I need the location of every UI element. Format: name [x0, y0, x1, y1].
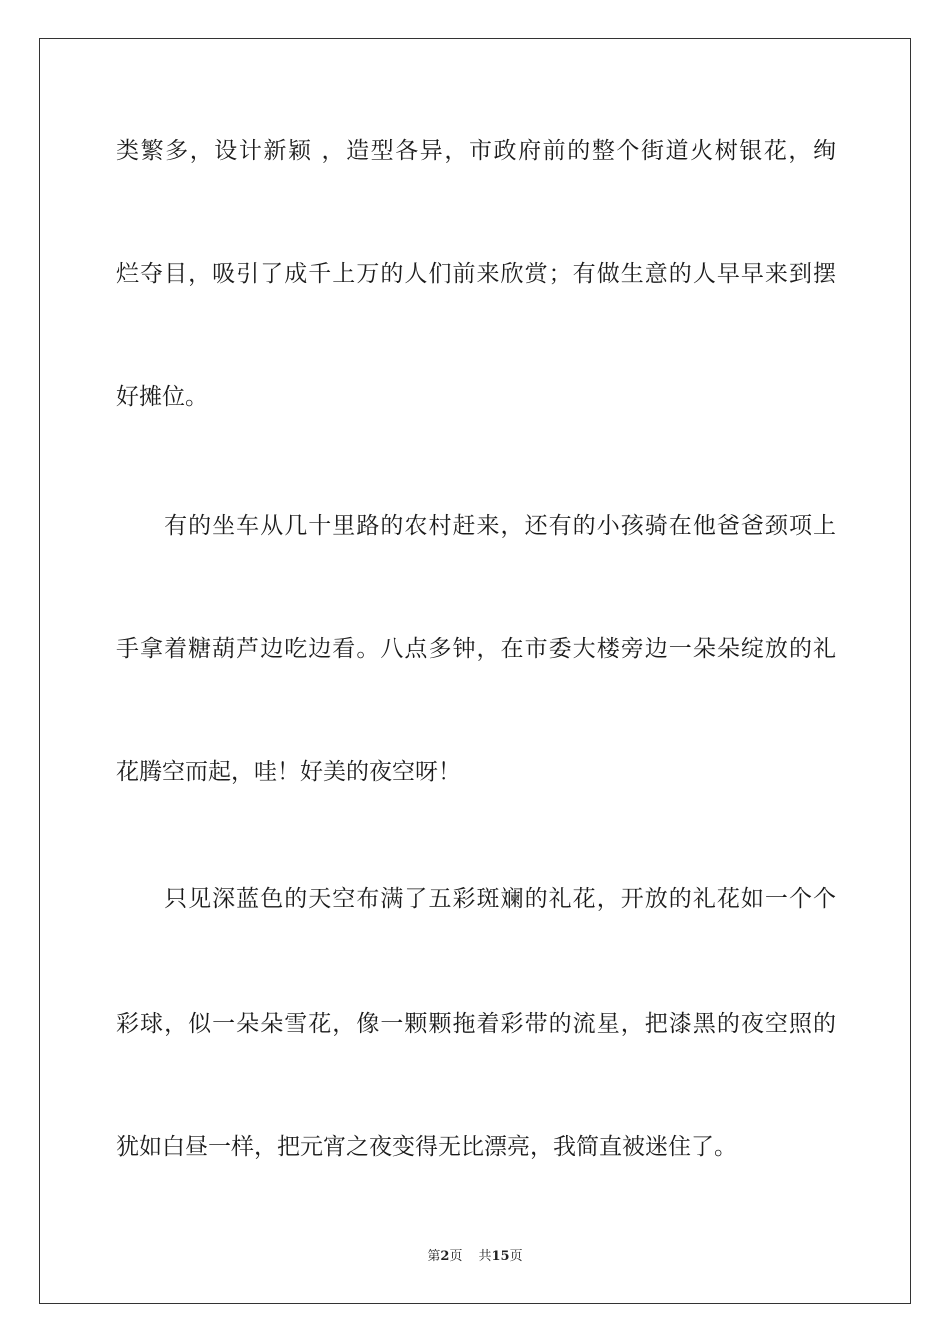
text-line-7: 只见深蓝色的天空布满了五彩斑斓的礼花，开放的礼花如一个个 [116, 886, 836, 912]
text-line-3: 好摊位。 [116, 384, 208, 410]
footer-page-prefix: 第 [427, 1249, 441, 1264]
text-line-1: 类繁多，设计新颖 ，造型各异，市政府前的整个街道火树银花，绚 [116, 138, 836, 164]
page-footer [0, 1248, 950, 1266]
text-line-6: 花腾空而起，哇！好美的夜空呀！ [116, 759, 461, 785]
text-line-8: 彩球，似一朵朵雪花，像一颗颗拖着彩带的流星，把漆黑的夜空照的 [116, 1011, 836, 1037]
text-line-4: 有的坐车从几十里路的农村赶来，还有的小孩骑在他爸爸颈项上 [116, 513, 836, 539]
footer-total-suffix: 页 [509, 1249, 523, 1264]
footer-page-total: 15 [491, 1249, 510, 1264]
text-line-2: 烂夺目，吸引了成千上万的人们前来欣赏；有做生意的人早早来到摆 [116, 261, 836, 287]
footer-page-current: 2 [440, 1249, 450, 1264]
page-border [39, 38, 911, 1304]
text-line-5: 手拿着糖葫芦边吃边看。八点多钟，在市委大楼旁边一朵朵绽放的礼 [116, 636, 836, 662]
footer-page-suffix: 页 [449, 1249, 463, 1264]
text-line-9: 犹如白昼一样，把元宵之夜变得无比漂亮，我简直被迷住了。 [116, 1134, 737, 1160]
footer-total-prefix: 共 [478, 1249, 492, 1264]
